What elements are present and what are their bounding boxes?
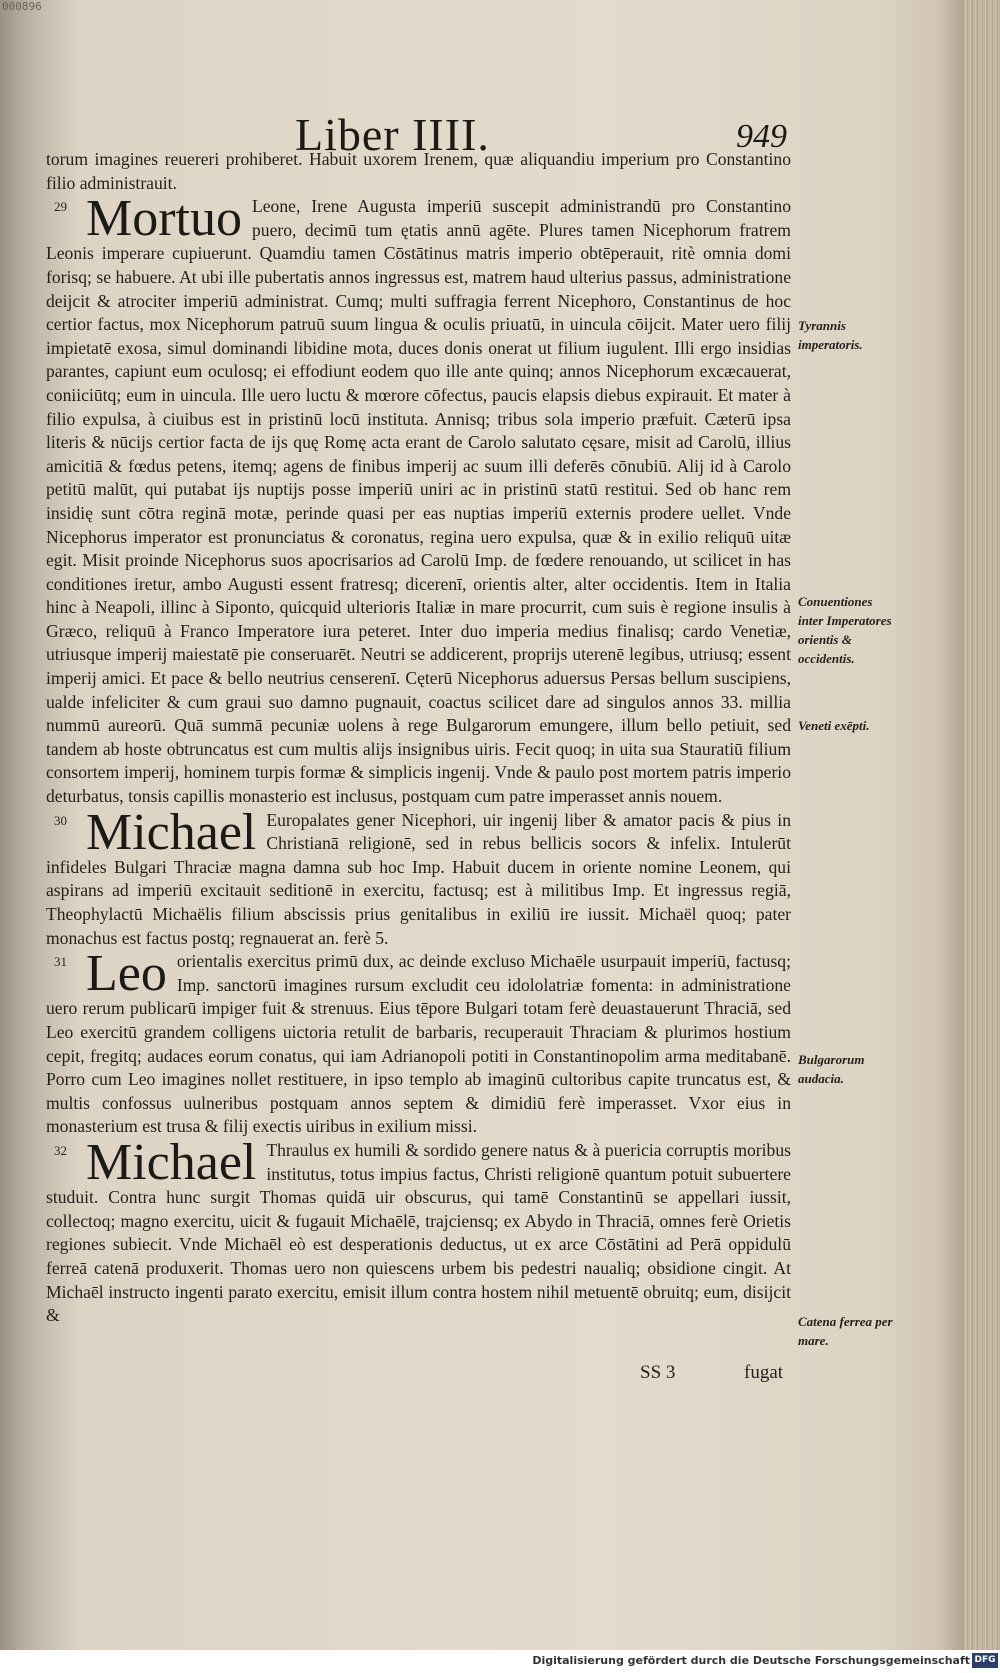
footer-credit: Digitalisierung gefördert durch die Deutsche Forschungsgemeinschaft bbox=[532, 1654, 970, 1667]
margin-note: Tyrannis imperatoris. bbox=[798, 318, 863, 352]
catchword: fugat bbox=[744, 1362, 784, 1383]
entry-text: torum imagines reuereri prohiberet. Habuit uxorem Irenem, quæ aliquandiu imperium pro Constantino filio administrauit. bbox=[46, 149, 791, 193]
entry-number: 29 bbox=[54, 199, 67, 215]
entry-number: 31 bbox=[54, 954, 67, 970]
folio-number: 949 bbox=[736, 118, 787, 155]
signature-mark: SS 3 bbox=[640, 1362, 676, 1383]
entry-lead-word: Leo bbox=[86, 945, 167, 1003]
main-text bbox=[46, 148, 791, 1388]
entry-text: Europalates gener Nicephori, uir ingenij liber & amator pacis & pius in Christianā religionē, sed in rebus bellicis socors & infelix. Intulerūt infideles Bulgari Thraciæ magna damna sub hoc Imp. Habuit ducem in oriente nomine Leonem, qui aspirans ad imperiū excitauit seditionē in exercitu, factusq; est à militibus Imp. Et ingressus regiā, Theophylactū Michaëlis filium abscissis prius genitalibus in exiliū ire iussit. Michaël quoq; pater monachus est factus postq; regnauerat an. ferè 5. bbox=[46, 809, 791, 948]
text-entry bbox=[46, 1133, 791, 1328]
dfg-logo-icon: DFG bbox=[972, 1653, 998, 1668]
text-entry bbox=[46, 945, 791, 1139]
margin-note: Conuentiones inter Imperatores orientis & occidentis. bbox=[798, 594, 892, 666]
corner-mark: 000896 bbox=[2, 0, 42, 13]
entry-lead-word: Mortuo bbox=[86, 190, 242, 248]
margin-note: Veneti exēpti. bbox=[798, 718, 870, 733]
footer-bar bbox=[0, 1650, 1000, 1673]
entry-text: Thraulus ex humili & sordido genere natus & à puericia corruptis moribus institutus, totus impius factus, Christi religionē quantum potuit subuertere studuit. Contra hunc surgit Thomas quidā uir obscurus, qui tamē Constantinū se appellari iussit, collectoq; magno exercitu, uicit & fugauit Michaēlē, trajciensq; ex Abydo in Thraciā, omnes ferè Orietis regiones subiecit. Vnde Michaēl eò est desperationis deductus, ut ex arce Cōstātini ad Perā oppidulū ferreā catenā produxerit. Thomas uero non quiescens urbem bis pedestri naualiq; obsidione cingit. At Michaēl instructo ingenti parato exercitu, emisit illum contra hostem nihil metuentē obruitq; eum, disijcit & bbox=[46, 1139, 791, 1326]
entry-lead-word: Michael bbox=[86, 803, 257, 861]
text-entry bbox=[46, 190, 791, 808]
margin-note: Catena ferrea per mare. bbox=[798, 1314, 893, 1348]
text-entry bbox=[46, 148, 791, 195]
text-entry bbox=[46, 803, 791, 951]
entry-number: 32 bbox=[54, 1142, 67, 1158]
entry-text: orientalis exercitus primū dux, ac deinde excluso Michaēle usurpauit imperiū, factusq; Imp. sanctorū imagines rursum excludit ceu idololatriæ fomenta: in administratione uero rerum publicarū impiger fuit & strenuus. Eius tēpore Bulgari totam ferè deuastauerunt Thraciā, sed Leo exercitū grandem colligens uictoria retulit de barbaris, recuperauit Thraciam & plurimos hostium cepit, fregitq; audaces eorum conatus, qui iam Adrianopoli potiti in Constantinopolim arma meditabanē. Porro cum Leo imagines nollet restituere, in ipso templo ab imaginū cultoribus capite truncatus est, & multis confossus uulneribus postquam annos septem & dimidiū ferè imperasset. Vxor eius in monasterium est trusa & filij exectis uiribus in exilium missi. bbox=[46, 951, 791, 1137]
entry-lead-word: Michael bbox=[86, 1133, 257, 1191]
page-title: Liber IIII. bbox=[295, 109, 490, 160]
entry-text: Leone, Irene Augusta imperiū suscepit administrandū pro Constantino puero, decimū tum ętatis annū agēte. Plures tamen Nicephorum fratrem Leonis imperare cupiuerunt. Quamdiu tamen Cōstātinus matris imperio obtēperauit, ritè omnia domi forisq; se habuere. At ubi ille pubertatis annos ingressus est, matrem haud ulterius passus, administratione deijcit & atrociter imperiū administrat. Cumq; multi suffragia ferrent Nicephoro, Constantinus de hoc certior factus, mox Nicephorum patruū suum lingua & oculis priuatū, in uincula cōijcit. Mater uero filij impietatē exosa, simul dominandi libidine mota, duces donis onerat ut filium iugulent. Illi ergo insidias parantes, capiunt eum oculosq; ei effodiunt eodem quo ille ante quinq; annos Nicephorum excæcauerat, coniiciūtq; eum in uincula. Ille uero luctu & mœrore cōfectus, paucis elapsis diebus expirauit. Et mater à filio expulsa, à ciuibus est in pristinū locū instituta. Annisq; tribus sola imperio præfuit. Cæterū ipsa literis & nūcijs certior facta de ijs quę Romę acta erant de Carolo salutato cęsare, misit ad Carolū, illius amicitiā & fœdus petens, itemq; agens de finibus imperij ac suum illi deferēs cōnubiū. Alij id à Carolo petitū malūt, qui putabat ijs nuptijs posse imperiū uniri ac in pristinū statū restitui. Sed ob hanc rem insidię sunt cōtra reginā motæ, perinde quasi per eas nuptias imperiū externis prodere uellet. Vnde Nicephorus imperator est pronunciatus & coronatus, regina uero expulsa, quæ & in exilio reliquū uitæ egit. Misit proinde Nicephorus suos apocrisarios ad Carolū Imp. de fœdere renouando, ut scilicet in has conditiones iretur, ambo Augusti essent fratresq; dicerenī, orientis alter, alter occidentis. Item in Italia hinc à Neapoli, illinc à Siponto, quicquid ulterioris Italiæ in mare procurrit, cum suis è regione insulis à Græco, reliquū à Franco Imperatore iura peteret. Inter duo imperia medius finalisq; cardo Venetiæ, utriusque imperij maiestatē pie conseruarēt. Neutri se addicerent, proprijs uterenē legibus, utriusq; essent imperij amici. Et pace & bello neutrius censerenī. Cęterū Nicephorus aduersus Persas bellum suscipiens, ualde infeliciter & cum graui suo damno pugnauit, coactus scilicet dare ad singulos annos 33. millia nummū aureorū. Quā summā pecuniæ uolens à rege Bulgarorum emungere, illum bello petiuit, sed tandem ab hoste obtruncatus est cum multis alijs insignibus uiris. Fecit quoq; in uita sua Stauratiū filium consortem imperij, hominem turpis formæ & simplicis ingenij. Vnde & paulo post mortem patris imperio deturbatus, tonsis capillis monasterio est inclusus, postquam cum patre imperasset annis nouem. bbox=[46, 196, 791, 807]
book-page-edge bbox=[964, 0, 1000, 1650]
margin-note: Bulgarorum audacia. bbox=[798, 1052, 865, 1086]
entry-number: 30 bbox=[54, 812, 67, 828]
